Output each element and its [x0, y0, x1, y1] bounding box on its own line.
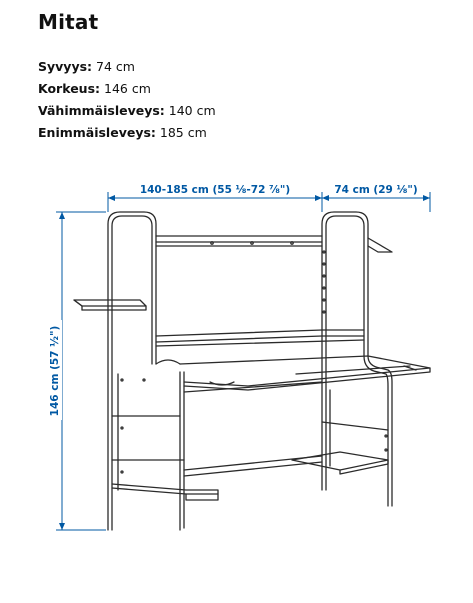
- spec-min-width: [38, 100, 216, 122]
- spec-min-width-value: 140 cm: [164, 103, 216, 118]
- spec-depth-value: 74 cm: [92, 59, 135, 74]
- spec-max-width: [38, 122, 216, 144]
- desk-dimension-drawing: [0, 160, 473, 603]
- spec-height: [38, 78, 216, 100]
- depth-dimension-label: 74 cm (29 ⅛"): [334, 184, 418, 196]
- dimension-spec-list: [38, 56, 216, 144]
- width-dimension-label: 140-185 cm (55 ⅛-72 ⅞"): [139, 184, 291, 196]
- section-title: Mitat: [38, 10, 99, 34]
- spec-max-width-value: 185 cm: [155, 125, 207, 140]
- dimension-arrows: [59, 195, 430, 530]
- spec-max-width-label: Enimmäisleveys:: [38, 125, 156, 140]
- spec-depth-label: Syvyys:: [38, 59, 93, 74]
- spec-depth: [38, 56, 216, 78]
- height-dimension-label: 146 cm (57 ½"): [49, 325, 61, 417]
- desk-illustration: [74, 212, 430, 530]
- spec-height-value: 146 cm: [100, 81, 151, 96]
- spec-height-label: Korkeus:: [38, 81, 101, 96]
- spec-min-width-label: Vähimmäisleveys:: [38, 103, 165, 118]
